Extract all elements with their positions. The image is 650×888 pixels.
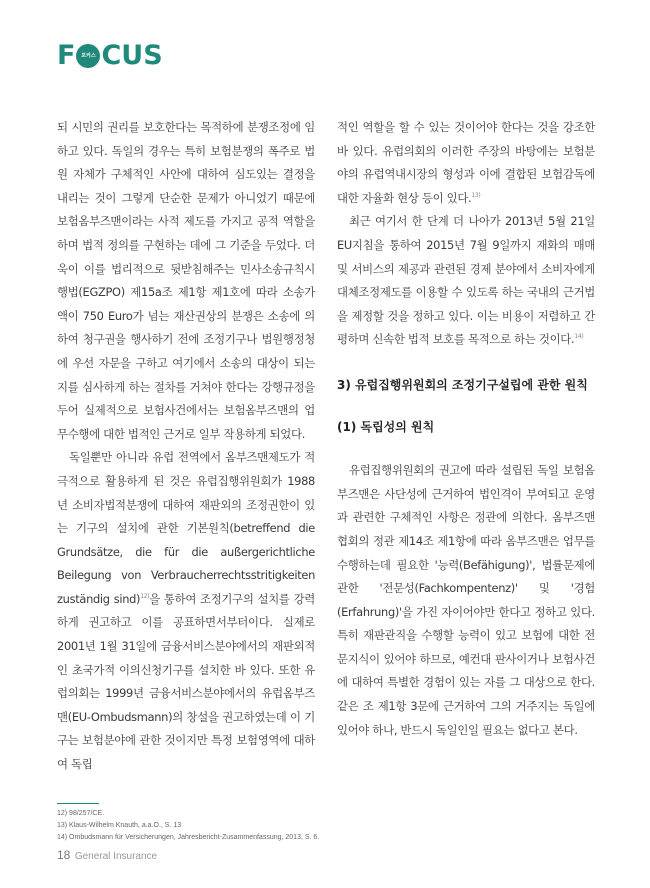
footnote-ref: 13) — [471, 191, 481, 199]
right-column — [337, 116, 595, 742]
body-paragraph: 되 시민의 권리를 보호한다는 목적하에 분쟁조정에 임하고 있다. 독일의 경우는 특히 보험분쟁의 폭주로 법원 자체가 구체적인 사안에 대하여 심도있는 결정을 내리는 것이 그렇게 단순한 문제가 아니었기 때문에 보험옴부즈맨이라는 사적 제도를 가지고 공적 역할을 하며 법적 정의를 구현하는 데에 그 기준을 두었다. 더욱이 이를 법리적으로 뒷받침해주는 민사소송규칙시행법(EGZPO) 제15a조 제1항 제1호에 따라 소송가액이 750 Euro가 넘는 재산권상의 분쟁은 소송에 의하여 청구권을 행사하기 전에 조정기구나 법원행정청에 우선 자문을 구하고 여기에서 소송의 대상이 되는 지를 심사하게 하는 절차를 거쳐야 한다는 강행규정을 두어 실제적으로 보험사건에서는 보험옴부즈맨의 업무수행에 대한 법적인 근거로 일부 작용하게 되었다. — [57, 120, 315, 441]
footnote-ref: 14) — [574, 333, 584, 341]
page-footer — [57, 846, 157, 864]
paragraph-text: 적인 역할을 할 수 있는 것이어야 한다는 것을 강조한 바 있다. 유럽의회의 이러한 주장의 바탕에는 보험분야의 유럽역내시장의 형성과 이에 결합된 보험감독에 대한 자율화 현상 등이 있다. — [337, 120, 595, 205]
body-paragraph: 유럽집행위원회의 권고에 따라 설립된 독일 보험옴부즈맨은 사단성에 근거하여 법인격이 부여되고 운영과 관련한 구체적인 사항은 정관에 의한다. 옴부즈맨 협회의 정관 제14조 제1항에 따라 옴부즈맨은 업무를 수행하는데 필요한 '능력(Befähigung)', 법률문제에 관한 '전문성(Fachkompentenz)' 및 '경험(Erfahrung)'을 가진 자이어야만 한다고 정하고 있다. 특히 재판관직을 수행할 능력이 있고 보험에 대한 전문지식이 있어야 하므로, 예컨대 판사이거나 보험사건에 대하여 특별한 경험이 있는 자를 그 대상으로 한다. 같은 조 제1항 3문에 근거하여 그의 거주지는 독일에 있어야 하나, 반드시 독일인일 필요는 없다고 본다. — [337, 463, 595, 737]
footnote: 14) Ombudsmann für Versicherungen, Jahresbericht-Zusammenfassung, 2013, S. 6. — [57, 834, 320, 841]
paragraph-text: 을 통하여 조정기구의 설치를 강력하게 권고하고 이를 공표하면서부터이다. 실제로 2001년 1월 31일에 금융서비스분야에서의 재판외적인 초국가적 이의신청기구를 설치한 바 있다. 또한 유럽의회는 1999년 금융서비스분야에서의 유럽옴부즈맨(EU-Ombudsmann)의 창설을 권고하였는데 이 기구는 보험분야에 관한 것이지만 특정 보험영역에 대하여 독립 — [57, 591, 315, 772]
body-paragraph — [57, 446, 315, 776]
logo-letter: C — [101, 40, 122, 71]
section-heading: 3) 유럽집행위원회의 조정기구설립에 관한 원칙 — [337, 377, 588, 392]
footnote: 13) Klaus-Wilhelm Knauth, a.a.O., S. 13 — [57, 822, 182, 829]
focus-logo — [57, 42, 163, 69]
logo-letter: F — [57, 40, 76, 71]
left-column — [57, 116, 315, 777]
footnote: 12) 98/257/CE. — [57, 810, 105, 817]
paragraph-text: 독일뿐만 아니라 유럽 전역에서 옴부즈맨제도가 적극적으로 활용하게 된 것은 유럽집행위원회가 1988년 소비자법적분쟁에 대하여 재판외의 조정권한이 있는 기구의 설치에 관한 기본원칙(betreffend die Grundsätze, die für die außergerichtliche Beilegung von Verbraucherrechtsstritigkeiten zuständig sind) — [57, 450, 315, 606]
paragraph-text: 최근 여기서 한 단계 더 나아가 2013년 5월 21일 EU지침을 통하여 2015년 7월 9일까지 재화의 매매 및 서비스의 제공과 관련된 경제 분야에서 소비자에게 대체조정제도를 이용할 수 있도록 하는 국내의 근거법을 제정할 것을 정하고 있다. 이는 비용이 저렴하고 간평하며 신속한 법적 보호를 목적으로 하는 것이다. — [337, 214, 595, 347]
logo-badge: 포커스 — [76, 44, 100, 68]
body-paragraph — [337, 116, 595, 210]
logo-letter: S — [143, 40, 163, 71]
footnote-divider — [57, 803, 99, 804]
body-paragraph — [337, 210, 595, 352]
page-number: 18 — [57, 848, 71, 862]
footnote-ref: 12) — [140, 593, 150, 601]
publication-name: General Insurance — [74, 851, 158, 862]
logo-letter: U — [121, 40, 144, 71]
subsection-heading: (1) 독립성의 원칙 — [337, 419, 435, 434]
